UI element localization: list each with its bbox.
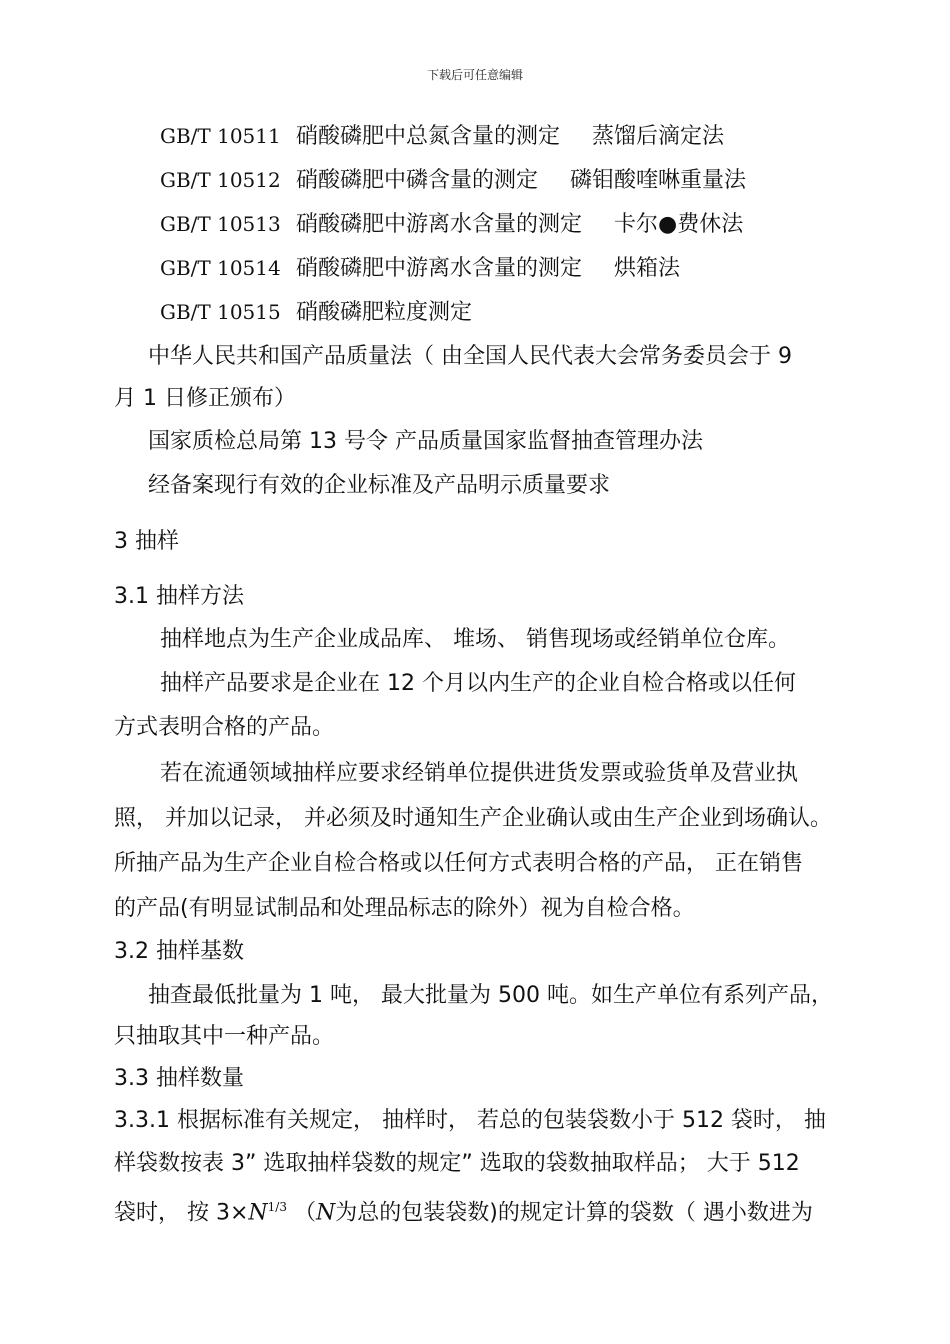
- paragraph-quantity-line2: 样袋数按表 3” 选取抽样袋数的规定” 选取的袋数抽取样品； 大于 512: [114, 1151, 800, 1176]
- section-heading-sampling: 3 抽样: [114, 529, 179, 554]
- paragraph-product-requirement-line1: 抽样产品要求是企业在 12 个月以内生产的企业自检合格或以任何: [160, 671, 796, 696]
- enterprise-standard-reference: 经备案现行有效的企业标准及产品明示质量要求: [148, 473, 611, 498]
- formula-variable-n: N: [248, 1200, 268, 1226]
- standard-title: 硝酸磷肥中游离水含量的测定: [296, 212, 583, 237]
- standard-method: 蒸馏后滴定法: [592, 124, 725, 149]
- standard-code: GB/T 10513: [160, 212, 281, 236]
- standard-code: GB/T 10515: [160, 300, 281, 324]
- standard-item: [160, 210, 743, 239]
- standard-item: [160, 166, 746, 195]
- standard-item: [160, 298, 504, 327]
- paragraph-circulation-line2: 照， 并加以记录， 并必须及时通知生产企业确认或由生产企业到场确认。: [114, 806, 832, 831]
- subsection-3-2: 3.2 抽样基数: [114, 939, 244, 964]
- standard-method: 烘箱法: [614, 256, 681, 281]
- order-reference: 国家质检总局第 13 号令 产品质量国家监督抽查管理办法: [148, 429, 703, 454]
- law-reference-line2: 月 1 日修正颁布）: [114, 386, 296, 411]
- standard-item: [160, 122, 724, 151]
- subsection-3-3: 3.3 抽样数量: [114, 1066, 244, 1091]
- paragraph-batch-line2: 只抽取其中一种产品。: [114, 1024, 335, 1049]
- formula-variable-n-def: N: [316, 1200, 336, 1226]
- standard-title: 硝酸磷肥中游离水含量的测定: [296, 256, 583, 281]
- paragraph-circulation-line3: 所抽产品为生产企业自检合格或以任何方式表明合格的产品， 正在销售: [114, 851, 803, 876]
- paragraph-batch-line1: 抽查最低批量为 1 吨， 最大批量为 500 吨。如生产单位有系列产品，: [148, 983, 833, 1008]
- standard-method: 磷钼酸喹啉重量法: [570, 168, 747, 193]
- formula-prefix: 袋时， 按 3×: [114, 1200, 249, 1226]
- subsection-3-1: 3.1 抽样方法: [114, 584, 244, 609]
- formula-open-paren: （: [293, 1200, 316, 1226]
- standard-method: 卡尔●费休法: [614, 212, 744, 237]
- paragraph-circulation-line4: 的产品(有明显试制品和处理品标志的除外）视为自检合格。: [114, 896, 695, 921]
- paragraph-product-requirement-line2: 方式表明合格的产品。: [114, 715, 335, 740]
- formula-exponent: 1/3: [267, 1200, 287, 1214]
- formula-suffix: 为总的包装袋数)的规定计算的袋数（ 遇小数进为: [335, 1200, 813, 1226]
- paragraph-quantity-line3: [114, 1193, 813, 1227]
- standard-item: [160, 254, 680, 283]
- paragraph-quantity-line1: 3.3.1 根据标准有关规定， 抽样时， 若总的包装袋数小于 512 袋时， 抽: [114, 1108, 826, 1133]
- standard-title: 硝酸磷肥粒度测定: [296, 300, 473, 325]
- standard-code: GB/T 10511: [160, 124, 281, 148]
- standard-code: GB/T 10512: [160, 168, 281, 192]
- standard-title: 硝酸磷肥中磷含量的测定: [296, 168, 539, 193]
- paragraph-sampling-location: 抽样地点为生产企业成品库、 堆场、 销售现场或经销单位仓库。: [160, 627, 790, 652]
- law-reference-line1: 中华人民共和国产品质量法（ 由全国人民代表大会常务委员会于 9: [148, 344, 792, 369]
- paragraph-circulation-line1: 若在流通领域抽样应要求经销单位提供进货发票或验货单及营业执: [160, 761, 799, 786]
- standard-code: GB/T 10514: [160, 256, 281, 280]
- standard-title: 硝酸磷肥中总氮含量的测定: [296, 124, 561, 149]
- page-header: 下载后可任意编辑: [426, 68, 523, 82]
